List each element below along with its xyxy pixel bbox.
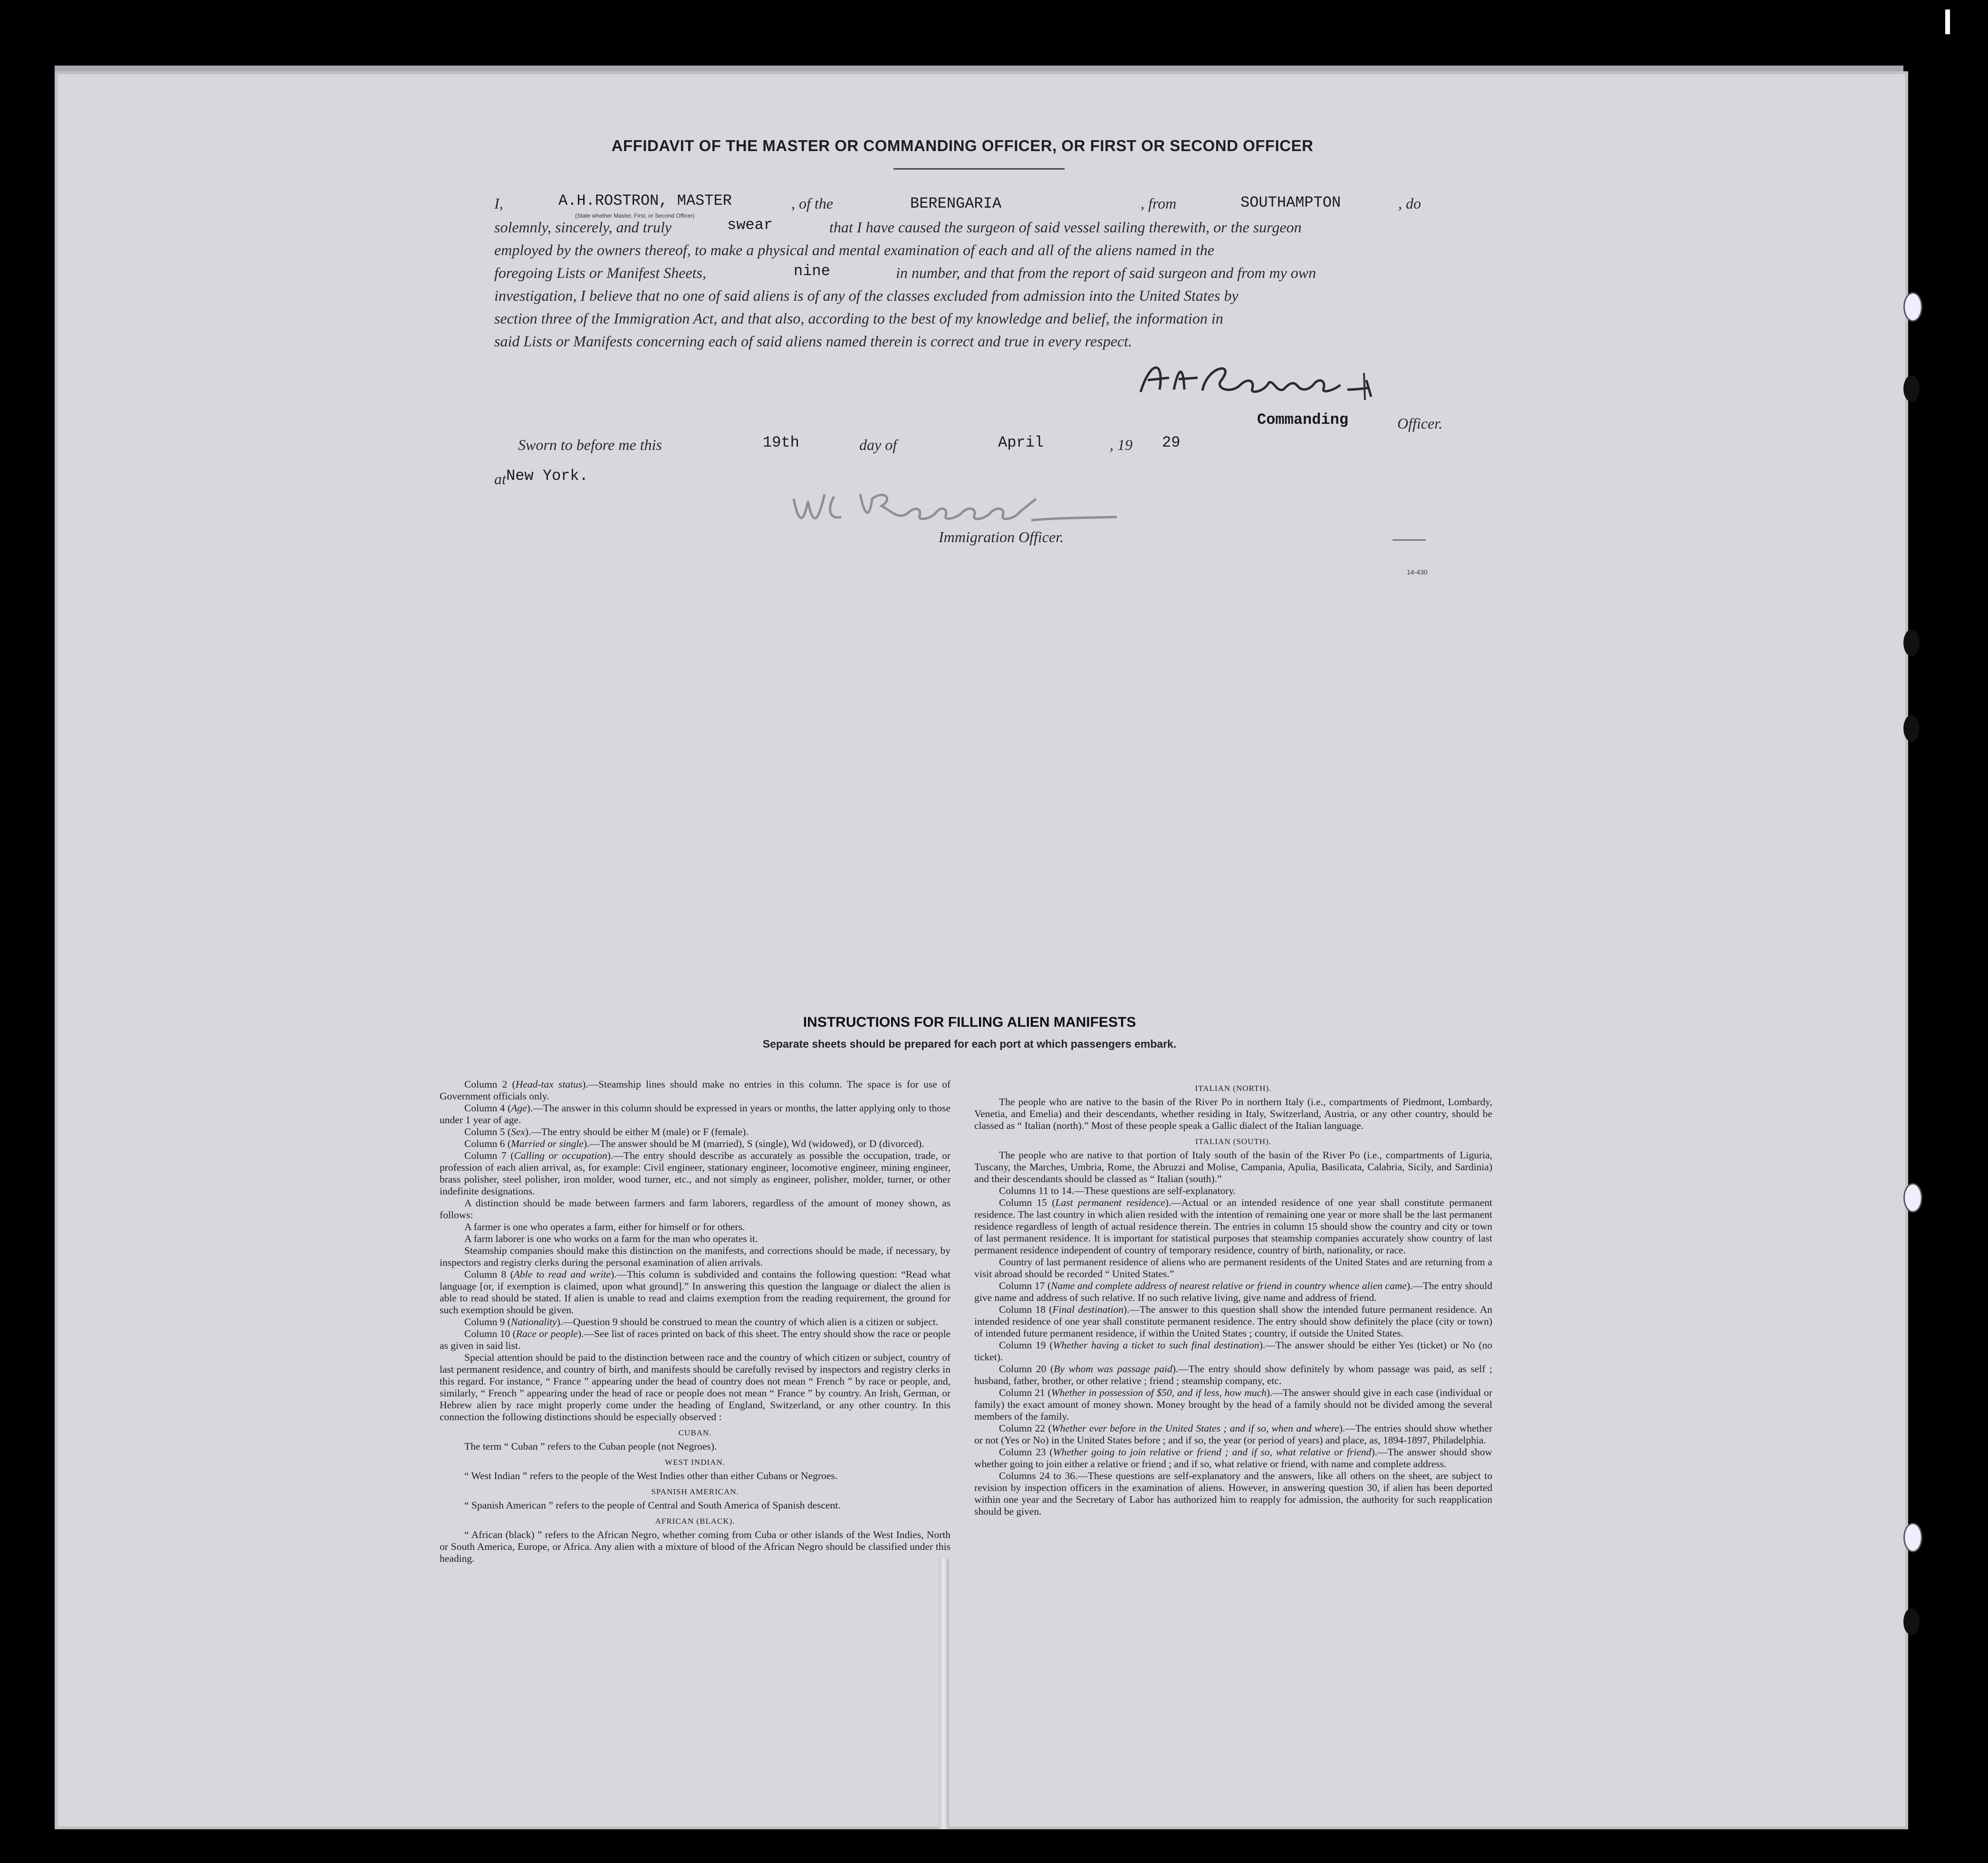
affidavit-line-6: section three of the Immigration Act, and that also, according to the best of my knowledge and belief, the information in <box>494 310 1223 327</box>
affidavit-title: AFFIDAVIT OF THE MASTER OR COMMANDING OFFICER, OR FIRST OR SECOND OFFICER <box>611 137 1314 154</box>
binder-hole <box>1903 375 1920 402</box>
text-of-the: , of the <box>791 195 833 212</box>
instructions-right-column: ITALIAN (NORTH). The people who are native to the basin of the River Po in northern Italy (i.e., compartments of Piedmont, Lombardy, Venetia, and Emelia) and their descendants, whether residing in Italy, Switzerland, Austria, or any other country, should be classed as “ Italian (north).” Most of these people speak a Gallic dialect of the Italian language. ITALIAN (SOUTH). The people who are native to that portion of Italy south of the basin of the River Po (i.e., compartments of Liguria, Tuscany, the Marches, Umbria, Rome, the Abruzzi and Molise, Campania, Apulia, Basilicata, Calabria, Sicily, and Sardinia) and their descendants should be classed as “ Italian (south).” Columns 11 to 14.—These questions are self-explanatory. Column 15 (Last permanent residence).—Actual or an intended residence of one year shall constitute permanent residence. The last country in which alien resided with the intention of remaining one year or more shall be the last permanent residence regardless of length of actual residence therein. The entries in column 15 should show the country and city or town of last permanent residence. It is important for statistical purposes that steamship companies accurately show country of last permanent residence independent of country of temporary residence, country of birth, nationality, or race. Country of last permanent residence of aliens who are permanent residents of the United States and are returning from a visit abroad should be recorded “ United States.” Column 17 (Name and complete address of nearest relative or friend in country whence alien came).—The entry should give name and address of such relative. If no such relative living, give name and address of friend. Column 18 (Final destination).—The answer to this question shall show the intended future permanent residence. An intended residence of one year shall constitute permanent residence. The entry should show definitely the place (city or town) of intended future permanent residence, if within the United States ; country, if outside the United States. Column 19 (Whether having a ticket to such final destination).—The answer should be either Yes (ticket) or No (no ticket). Column 20 (By whom was passage paid).—The entry should show definitely by whom passage was paid, as self ; husband, father, brother, or other relative ; friend ; steamship company, etc. Column 21 (Whether in possession of $50, and if less, how much).—The answer should give in each case (individual or family) the exact amount of money shown. Money brought by the head of a family should not be divided among the several members of the family. Column 22 (Whether ever before in the United States ; and if so, when and where).—The entries should show whether or not (Yes or No) in the United States before ; and if so, the year (or period of years) and place, as, 1894-1897, Philadelphia. Column 23 (Whether going to join relative or friend ; and if so, what relative or friend).—The answer should show whether going to join either a relative or friend ; and if so, what relative or friend, with name and complete address. Columns 24 to 36.—These questions are self-explanatory and the answers, like all others on the sheet, are subject to revision by inspection officers in the examination of aliens. However, in answering question 30, if alien has been deported within one year and the Secretary of Labor has authorized him to reapply for admission, the authority for such reapplication should be given. <box>974 1084 1493 1517</box>
day-field: 19th <box>763 434 799 451</box>
sworn-text: Sworn to before me this <box>518 436 662 453</box>
officer-label: Officer. <box>1397 415 1443 432</box>
binder-hole <box>1903 1523 1922 1552</box>
instructions-left-column: Column 2 (Head-tax status).—Steamship lines should make no entries in this column. The space is for use of Government officials only. Column 4 (Age).—The answer in this column should be expressed in years or months, the latter applying only to those under 1 year of age. Column 5 (Sex).—The entry should be either M (male) or F (female). Column 6 (Married or single).—The answer should be M (married), S (single), Wd (widowed), or D (divorced). Column 7 (Calling or occupation).—The entry should describe as accurately as possible the occupation, trade, or profession of each alien arrival, as, for example: Civil engineer, stationary engineer, locomotive engineer, mining engineer, brass polisher, steel polisher, iron molder, wood turner, etc., and not simply as engineer, polisher, molder, turner, or other indefinite designations. A distinction should be made between farmers and farm laborers, regardless of the amount of money shown, as follows: A farmer is one who operates a farm, either for himself or for others. A farm laborer is one who works on a farm for the man who operates it. Steamship companies should make this distinction on the manifests, and corrections should be made, if necessary, by inspectors and registry clerks during the personal examination of alien arrivals. Column 8 (Able to read and write).—This column is subdivided and contains the following question: “Read what language [or, if exemption is claimed, upon what ground].” In answering this question the language or dialect the alien is able to read should be stated. If alien is unable to read and claims exemption from the reading requirement, the ground for such exemption should be given. Column 9 (Nationality).—Question 9 should be construed to mean the country of which alien is a citizen or subject. Column 10 (Race or people).—See list of races printed on back of this sheet. The entry should show the race or people as given in said list. Special attention should be paid to the distinction between race and the country of which citizen or subject, country of last permanent residence, and country of birth, and manifests should be carefully revised by inspectors and registry clerks in this regard. For instance, “ France ” appearing under the head of country does not mean “ French ” by race or people, and, similarly, “ French ” appearing under the head of race or people does not mean “ France ” by country. An Irish, German, or Hebrew alien by race might properly come under the heading of England, Switzerland, or any other country. In this connection the following distinctions should be especially observed : CUBAN. The term “ Cuban ” refers to the Cuban people (not Negroes). WEST INDIAN. “ West Indian ” refers to the people of the West Indies other than either Cubans or Negroes. SPANISH AMERICAN. “ Spanish American ” refers to the people of Central and South America of Spanish descent. AFRICAN (BLACK). “ African (black) ” refers to the African Negro, whether coming from Cuba or other islands of the West Indies, North or South America, Europe, or Africa. Any alien with a mixture of blood of the African Negro should be classified under this heading. <box>440 1079 951 1564</box>
binder-hole <box>1903 630 1920 656</box>
day-of-text: day of <box>859 436 897 453</box>
text-i: I, <box>494 195 503 212</box>
binder-hole <box>1903 715 1920 742</box>
officer-rank-field: A.H.ROSTRON, MASTER <box>558 192 732 210</box>
month-field: April <box>998 434 1044 451</box>
form-number: 14-430 <box>1407 568 1428 576</box>
affidavit-line-4a: foregoing Lists or Manifest Sheets, <box>494 264 706 281</box>
title-rule <box>893 168 1065 170</box>
instructions-title: INSTRUCTIONS FOR FILLING ALIEN MANIFESTS <box>803 1014 1136 1030</box>
instructions-subtitle: Separate sheets should be prepared for each port at which passengers embark. <box>762 1038 1177 1050</box>
master-signature <box>1131 352 1378 409</box>
year-prefix: , 19 <box>1110 436 1133 453</box>
text-solemnly: solemnly, sincerely, and truly <box>494 219 672 236</box>
swear-field: swear <box>727 216 773 234</box>
dash-mark <box>1393 539 1426 541</box>
affidavit-line-2: that I have caused the surgeon of said vessel sailing therewith, or the surgeon <box>829 219 1302 236</box>
binder-hole <box>1903 1183 1922 1213</box>
immigration-officer-signature <box>789 480 1122 532</box>
paper-fold <box>939 1558 949 1829</box>
officer-title-field: Commanding <box>1257 411 1349 429</box>
year-field: 29 <box>1162 434 1181 451</box>
affidavit-line-4b: in number, and that from the report of said surgeon and from my own <box>896 264 1316 281</box>
text-do: , do <box>1398 195 1421 212</box>
rank-caption: (State whether Master, First, or Second Officer) <box>575 212 695 219</box>
at-text: at <box>494 470 506 487</box>
affidavit-line-3: employed by the owners thereof, to make a physical and mental examination of each and all of the aliens named in the <box>494 241 1214 258</box>
text-from: , from <box>1141 195 1177 212</box>
binder-hole <box>1903 1608 1920 1635</box>
place-field: New York. <box>506 467 588 485</box>
sheet-count-field: nine <box>794 262 830 280</box>
immigration-officer-label: Immigration Officer. <box>939 528 1064 545</box>
binder-hole <box>1903 292 1922 322</box>
port-field: SOUTHAMPTON <box>1240 194 1341 211</box>
film-mark <box>1945 10 1950 34</box>
affidavit-line-5: investigation, I believe that no one of said aliens is of any of the classes excluded from admission into the United States by <box>494 287 1239 304</box>
vessel-field: BERENGARIA <box>910 195 1002 212</box>
signature-stroke <box>1354 371 1373 404</box>
affidavit-line-7: said Lists or Manifests concerning each of said aliens named therein is correct and true in every respect. <box>494 333 1132 350</box>
